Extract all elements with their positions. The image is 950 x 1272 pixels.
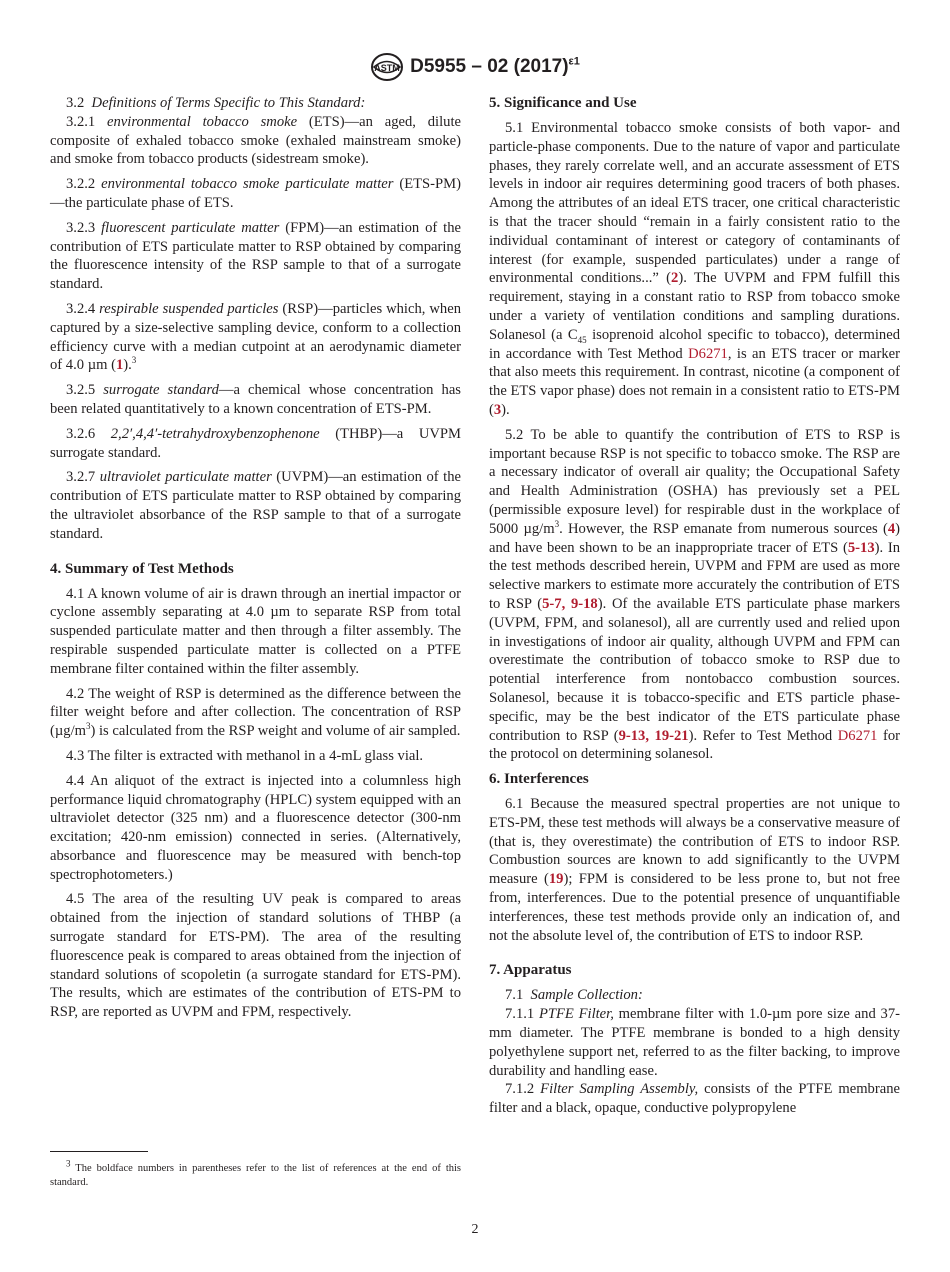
section-4-2: 4.2 The weight of RSP is determined as the difference between the filter weight before and after collection. The concentration of RSP $(\mu g/m^3)$ is calculated from the RSP weight and volume of air sampled. — [50, 685, 461, 740]
reference-link[interactable]: 19-21 — [654, 727, 689, 744]
astm-logo-icon — [370, 52, 404, 82]
section-4-heading: 4. Summary of Test Methods — [50, 560, 234, 577]
reference-link[interactable]: 3 — [493, 401, 502, 418]
reference-link[interactable]: 19 — [548, 871, 564, 888]
right-column — [489, 94, 900, 1124]
section-3-2-2: 3.2.2 environmental tobacco smoke particulate matter (ETS-PM)—the particulate phase of ETS. — [50, 176, 461, 211]
page-number: 2 — [471, 1222, 479, 1237]
left-column — [50, 94, 461, 1028]
section-3-2-5: 3.2.5 surrogate standard—a chemical whose concentration has been related quantitatively to a known concentration of ETS-PM. — [50, 382, 461, 417]
section-5-2: 5.2 To be able to quantify the contribution of ETS to RSP is important because RSP is not specific to tobacco smoke. The RSP are a necessary indicator of overall air quality; the Occupational Safety and Health Administration (OSHA) has previously set a PEL (permissible exposure level) for respirable dust in the workplace of 5000 $\mu g/m^3$. However, the RSP emanate from numerous sources (4) and have been shown to be an inappropriate tracer of ETS (5-13). In the test methods described herein, UVPM and FPM are used as more selective markers to estimate more accurately the contribution of ETS to RSP (5-7, 9-18). Of the available ETS particulate phase markers (UVPM, FPM, and solanesol), all are currently used and relied upon in investigations of indoor air quality, although UVPM and FPM can overestimate the contribution of tobacco smoke to RSP due to potential interference from nontobacco combustion sources. Solanesol, because it is tobacco-specific and ETS particle phase-specific, may be the best indicator of the ETS particulate phase contribution to RSP (9-13, 19-21). Refer to Test Method D6271 for the protocol on determining solanesol. — [489, 426, 901, 763]
reference-link[interactable]: 5-13 — [847, 539, 875, 556]
page-header — [0, 52, 950, 86]
d6271-link[interactable]: D6271 — [837, 727, 878, 744]
section-6-1: 6.1 Because the measured spectral properties are not unique to ETS-PM, these test methods will always be a conservative measure of (that is, they overestimate) the contribution of ETS to indoor RSP. Combustion sources are known to add significantly to the UVPM measure (19); FPM is considered to be less prone to, but not free from, interferences. Due to the potential presence of unquantifiable interferences, these test methods provide only an indication of, and not the absolute level of, the contribution of ETS to indoor RSP. — [489, 796, 900, 944]
reference-link[interactable]: 1 — [115, 357, 124, 374]
footnote-mark[interactable]: 3 — [131, 355, 137, 366]
document-designation: D5955 – 02 $(2017)^{\varepsilon 1}$ — [410, 55, 580, 77]
section-7-1: 7.1 Sample Collection: — [505, 987, 643, 1004]
section-5-1: 5.1 Environmental tobacco smoke consists of both vapor- and particle-phase components. Due to the nature of vapor and particulate phases, they rarely correlate well, and an accurate assessment of ETS levels in indoor air requires determining good tracers of both phases. Among the attributes of an ideal ETS tracer, one critical characteristic is that the tracer should “remain in a fairly consistent ratio to the individual contaminant of interest or category of contaminants of interest (for example, suspended particulates) under a range of environmental conditions...” (2). The UVPM and FPM fulfill this requirement, staying in a constant ratio to RSP from tobacco smoke under a variety of ventilation conditions and sampling durations. Solanesol (a $C_{45}$ isoprenoid alcohol specific to tobacco), determined in accordance with Test Method D6271, is an ETS tracer or marker that also meets this requirement. In contrast, nicotine (a component of the ETS vapor phase) does not remain in a consistent ratio to ETS-PM (3). — [489, 120, 901, 418]
reference-link[interactable]: 9-18 — [570, 595, 598, 612]
reference-link[interactable]: 2 — [671, 270, 679, 287]
section-4-5: 4.5 The area of the resulting UV peak is compared to areas obtained from the injection of standard solutions of THBP (a surrogate standard for ETS-PM). The area of the resulting fluorescence peak is compared to areas obtained from the injection of standard solutions of scopoletin (a surrogate standard for ETS-PM). The results, which are estimates of the contribution of ETS-PM to RSP, are reported as UVPM and FPM, respectively. — [50, 891, 461, 1021]
reference-link[interactable]: 5-7 — [542, 595, 562, 612]
section-7-1-2: 7.1.2 Filter Sampling Assembly, consists of the PTFE membrane filter and a black, opaque, conductive polypropylene — [489, 1081, 900, 1117]
reference-link[interactable]: 9-13 — [618, 727, 646, 744]
section-7-heading: 7. Apparatus — [489, 962, 572, 979]
section-3-2-1: 3.2.1 environmental tobacco smoke (ETS)—an aged, dilute composite of exhaled tobacco smoke (exhaled mainstream smoke) and smoke from tobacco products (sidestream smoke). — [50, 113, 461, 168]
d6271-link[interactable]: D6271 — [688, 345, 728, 362]
section-3-2-6: 3.2.6 2,2′,4,4′-tetrahydroxybenzophenone (THBP)—a UVPM surrogate standard. — [50, 425, 462, 461]
section-4-3: 4.3 The filter is extracted with methanol in a 4-mL glass vial. — [66, 747, 424, 764]
section-7-1-1: 7.1.1 PTFE Filter, membrane filter with 1.0-µm pore size and 37-mm diameter. The PTFE membrane is bonded to a high density polyethylene support net, referred to as the filter backing, to improve durability and handling ease. — [489, 1006, 900, 1079]
svg-text:ASTM: ASTM — [374, 63, 400, 73]
section-3-2-4: 3.2.4 respirable suspended particles (RSP)—particles which, when captured by a size-selective sampling device, conform to a collection efficiency curve with a median cutpoint at an aerodynamic diameter of 4.0 µm (1).$^3$ — [50, 300, 461, 374]
section-3-2-7: 3.2.7 ultraviolet particulate matter (UVPM)—an estimation of the contribution of ETS particulate matter to RSP obtained by comparing the ultraviolet absorbance of the RSP sample to that of a surrogate standard. — [50, 469, 461, 542]
footnote-divider — [50, 1151, 148, 1152]
section-6-heading: 6. Interferences — [489, 771, 589, 788]
section-4-1: 4.1 A known volume of air is drawn through an inertial impactor or cyclone assembly separating at 4.0 µm to separate RSP from total suspended particulate matter and then through a filter assembly. The respirable suspended particulate matter is collected on a PTFE membrane filter contained within the filter assembly. — [50, 585, 461, 677]
section-5-heading: 5. Significance and Use — [489, 95, 637, 111]
section-3-2-3: 3.2.3 fluorescent particulate matter (FPM)—an estimation of the contribution of ETS particulate matter to RSP obtained by comparing the fluorescence intensity of the RSP sample to that of a surrogate standard. — [50, 219, 461, 293]
footnote: $^3$ The boldface numbers in parentheses refer to the list of references at the end of this standard. — [50, 1158, 461, 1188]
section-4-4: 4.4 An aliquot of the extract is injected into a columnless high performance liquid chromatography (HPLC) system equipped with an ultraviolet detector (325 nm) and a fluorescence detector (300-nm excitation; 420-nm emission) connected in series. (Alternatively, absorbance and fluorescence may be measured with bench-top spectrophotometers.) — [50, 772, 461, 883]
reference-link[interactable]: 4 — [887, 520, 896, 537]
section-3-2: 3.2 Definitions of Terms Specific to This Standard: — [66, 95, 366, 111]
